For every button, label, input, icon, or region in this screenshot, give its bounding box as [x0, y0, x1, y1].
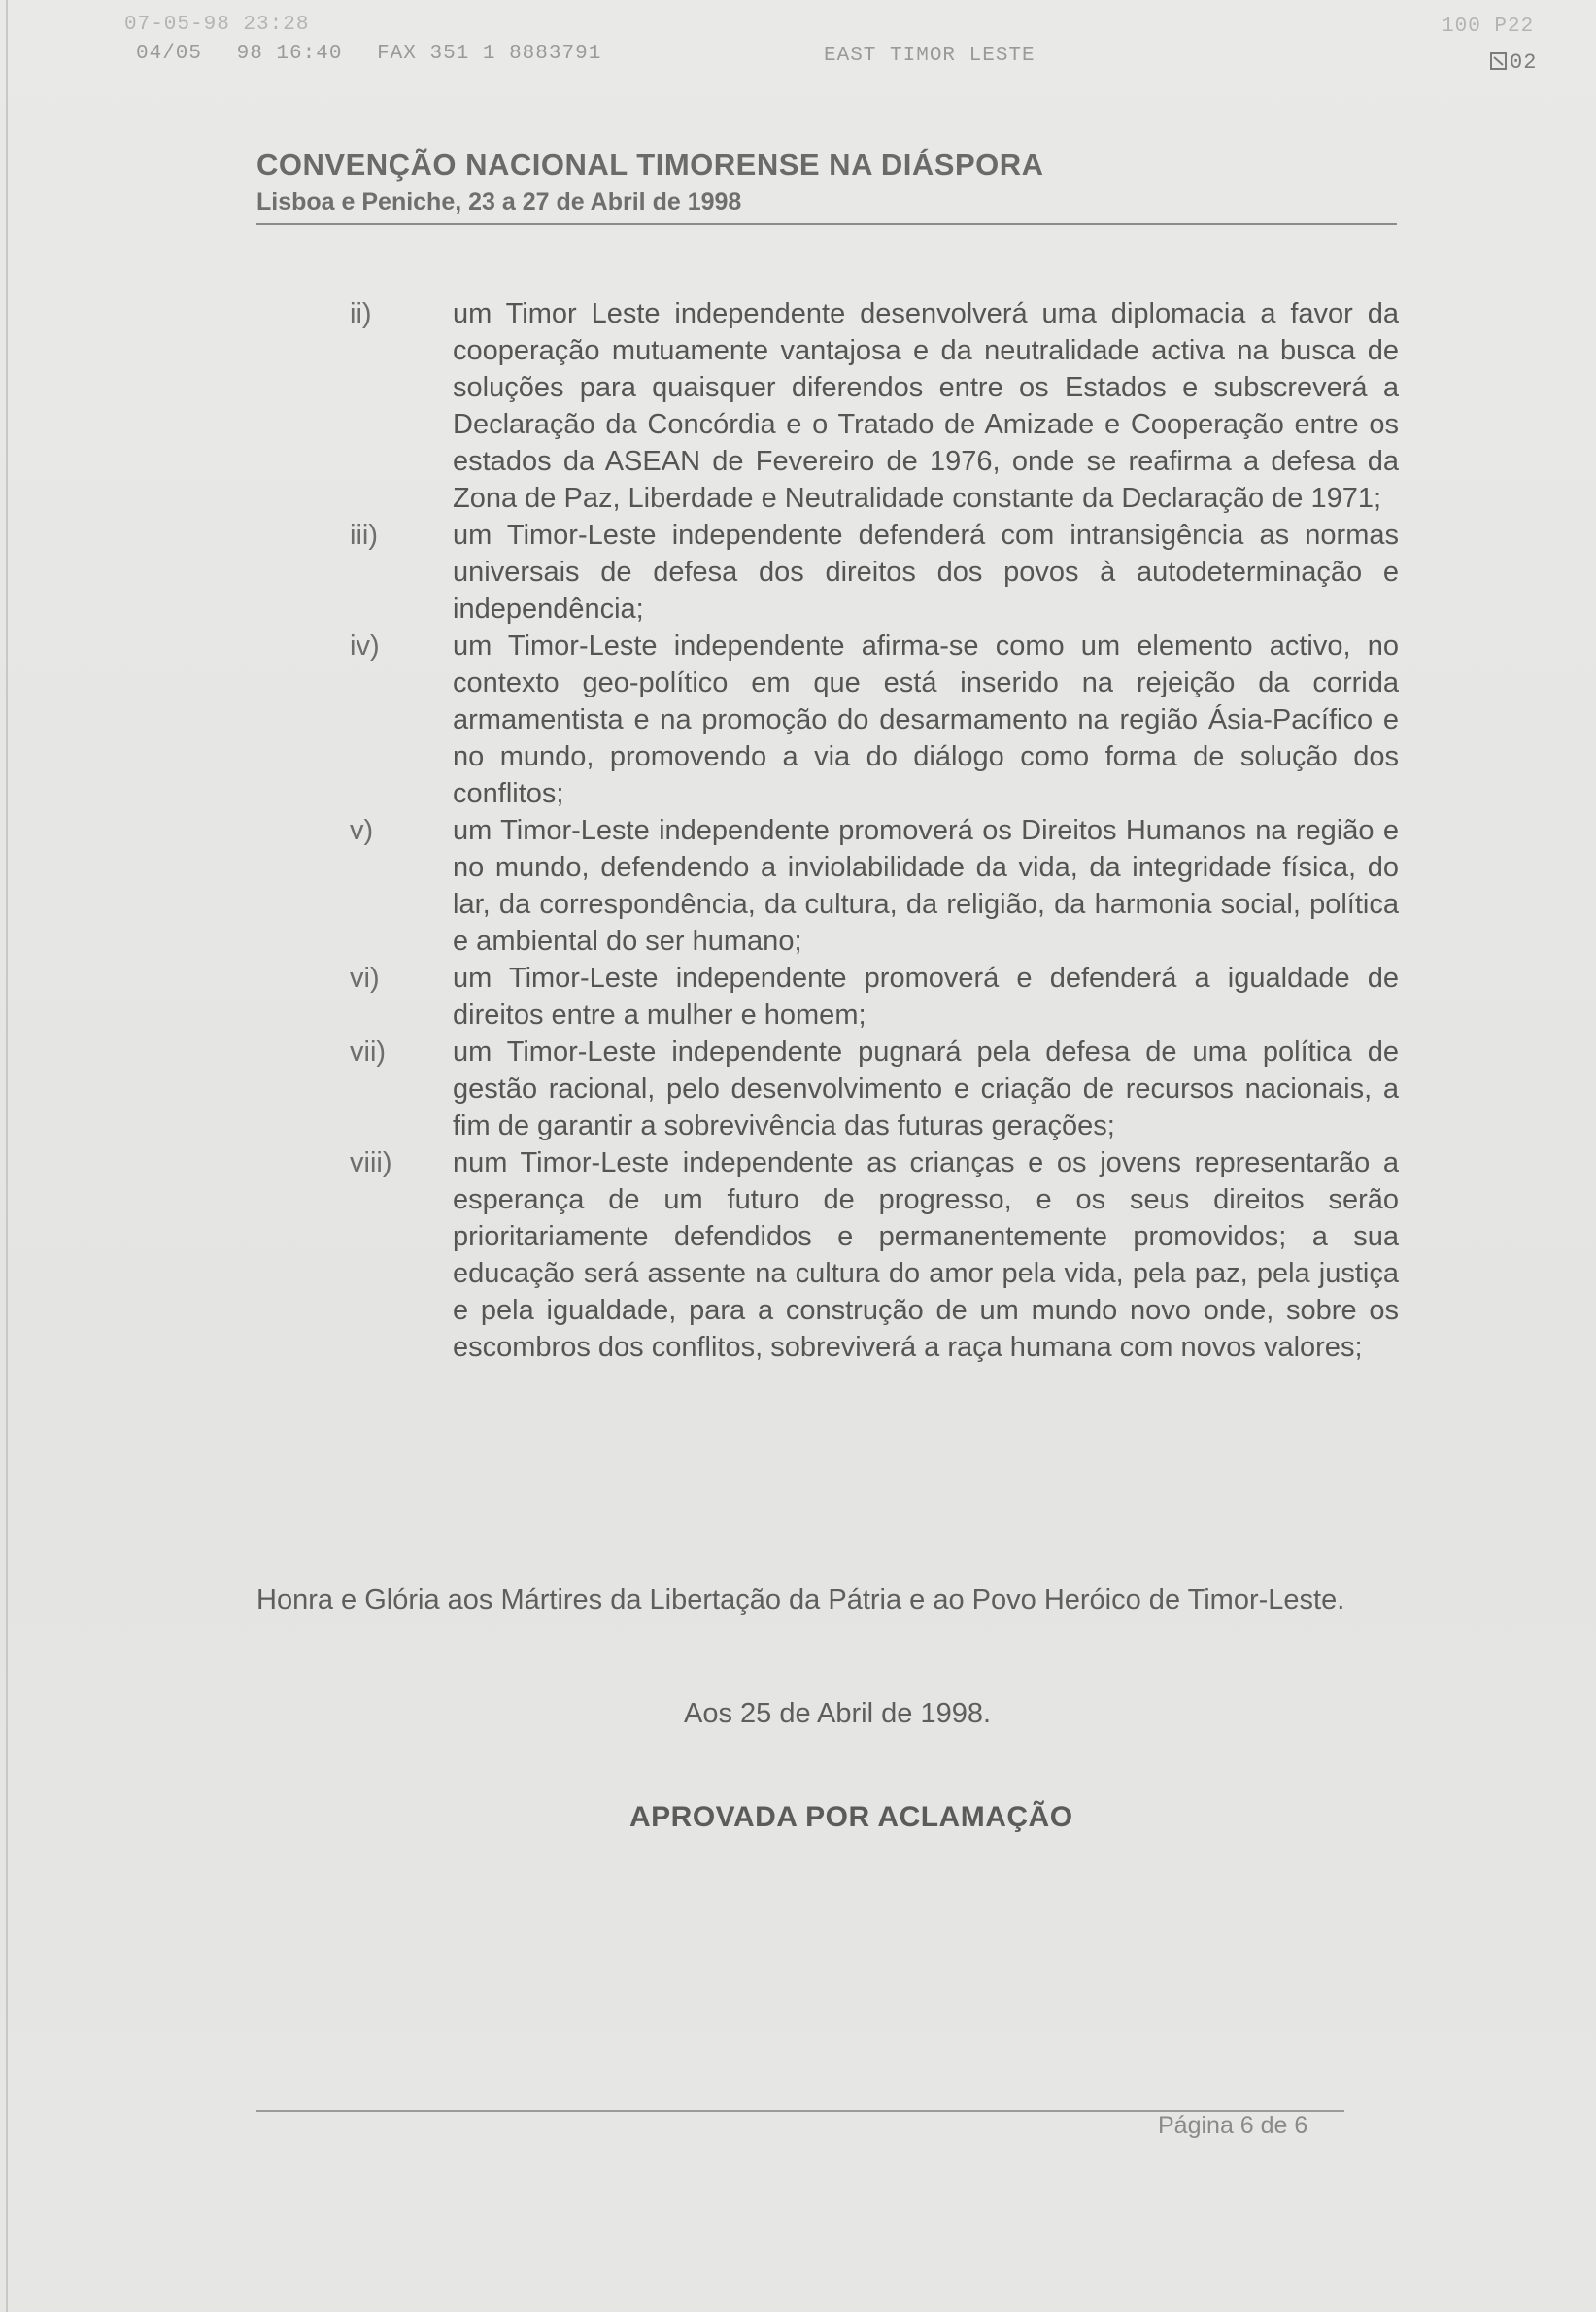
fax-header-line-1 [124, 14, 309, 36]
fax-page-number [1490, 51, 1537, 75]
list-item-number: iii) [350, 520, 378, 551]
fax-page-code: 100 P22 [1442, 16, 1535, 38]
scan-edge-line [6, 0, 8, 2312]
list-item-number: iv) [350, 630, 380, 662]
fax-box-icon [1490, 51, 1508, 71]
list-item-text: um Timor-Leste independente defenderá com intransigência as normas universais de defesa dos direitos dos povos à autodeterminação e independência; [453, 520, 1399, 625]
list-item-number: v) [350, 815, 374, 846]
list-item [350, 812, 1399, 960]
header-divider [256, 223, 1397, 225]
list-item-text: um Timor-Leste independente pugnará pela defesa de uma política de gestão racional, pelo desenvolvimento e criação de recursos nacionais, a fim de garantir a sobrevivência das futuras gerações; [453, 1037, 1399, 1141]
fax-sender: EAST TIMOR LESTE [824, 45, 1036, 67]
list-item [350, 960, 1399, 1034]
document-title: CONVENÇÃO NACIONAL TIMORENSE NA DIÁSPORA [256, 148, 1044, 182]
document-header [256, 148, 1397, 217]
list-item [350, 1034, 1399, 1144]
list-item-number: viii) [350, 1147, 392, 1178]
list-item-number: vii) [350, 1037, 387, 1068]
fax-page-number-value: 02 [1510, 51, 1538, 75]
closing-statement: Honra e Glória aos Mártires da Libertação da Pátria e ao Povo Heróico de Timor-Leste. [256, 1584, 1345, 1615]
fax-time: 98 16:40 [236, 43, 343, 65]
list-item [350, 295, 1399, 517]
list-item-text: um Timor-Leste independente promoverá os Direitos Humanos na região e no mundo, defendendo a inviolabilidade da vida, da integridade física, do lar, da correspondência, da cultura, da religião, da harmonia social, política e ambiental do ser humano; [453, 815, 1399, 957]
signature-date: Aos 25 de Abril de 1998. [684, 1698, 992, 1729]
fax-receive-timestamp: 07-05-98 23:28 [124, 14, 310, 36]
list-item-text: um Timor-Leste independente afirma-se como um elemento activo, no contexto geo-político em que está inserido na rejeição da corrida armamentista e na promoção do desarmamento na região Ásia-Pacífico e no mundo, promovendo a via do diálogo como forma de solução dos conflitos; [453, 630, 1399, 809]
fax-header-line-2 [136, 43, 623, 65]
approval-statement: APROVADA POR ACLAMAÇÃO [629, 1801, 1073, 1833]
list-item [350, 1144, 1399, 1366]
list-item-text: um Timor-Leste independente promoverá e defenderá a igualdade de direitos entre a mulher e homem; [453, 963, 1399, 1031]
page-number: Página 6 de 6 [1158, 2112, 1308, 2139]
list-item-number: vi) [350, 963, 380, 994]
list-item [350, 628, 1399, 812]
declaration-list [350, 295, 1399, 1366]
list-item-number: ii) [350, 298, 372, 329]
list-item-text: um Timor Leste independente desenvolverá uma diplomacia a favor da cooperação mutuamente vantajosa e da neutralidade activa na busca de soluções para quaisquer diferendos entre os Estados e subscreverá a Declaração da Concórdia e o Tratado de Amizade e Cooperação entre os estados da ASEAN de Fevereiro de 1976, onde se reafirma a defesa da Zona de Paz, Liberdade e Neutralidade constante da Declaração de 1971; [453, 298, 1399, 514]
document-subtitle: Lisboa e Peniche, 23 a 27 de Abril de 1998 [256, 188, 742, 216]
fax-date: 04/05 [136, 43, 203, 65]
fax-number: FAX 351 1 8883791 [377, 43, 602, 65]
list-item [350, 517, 1399, 628]
list-item-text: num Timor-Leste independente as crianças e os jovens representarão a esperança de um futuro de progresso, e os seus direitos serão prioritariamente defendidos e permanentemente promovidos; a sua educação será assente na cultura do amor pela vida, pela paz, pela justiça e pela igualdade, para a construção de um mundo novo onde, sobre os escombros dos conflitos, sobreviverá a raça humana com novos valores; [453, 1147, 1399, 1363]
